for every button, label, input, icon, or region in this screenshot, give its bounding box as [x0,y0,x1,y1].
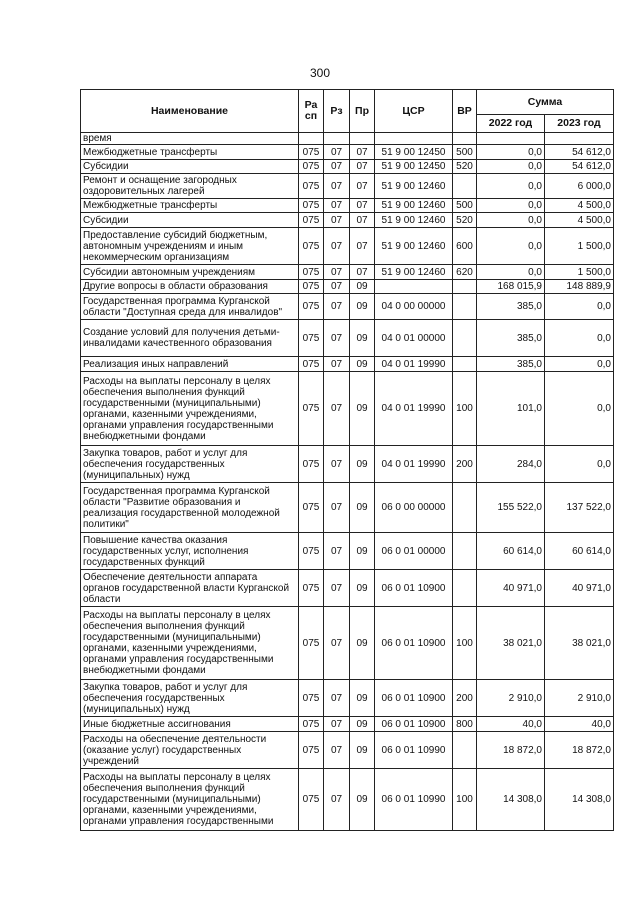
table-body [81,133,614,831]
row-vr [453,533,477,570]
header-name: Наименование [81,90,299,133]
row-sum-2022: 60 614,0 [477,533,545,570]
header-rz: Рз [324,90,350,133]
table-row [81,133,614,145]
row-vr [453,483,477,533]
row-rz: 07 [324,228,350,265]
row-pr: 09 [350,607,375,680]
row-rasp: 075 [299,280,324,294]
row-name: время [81,133,299,145]
row-rasp: 075 [299,732,324,769]
row-sum-2022: 385,0 [477,357,545,372]
table-row [81,732,614,769]
row-rasp: 075 [299,160,324,174]
row-name: Ремонт и оснащение загородных оздоровительных лагерей [81,174,299,199]
row-rz: 07 [324,199,350,213]
row-rz: 07 [324,174,350,199]
row-sum-2023: 1 500,0 [545,228,614,265]
row-name: Иные бюджетные ассигнования [81,717,299,732]
row-sum-2023: 54 612,0 [545,145,614,160]
header-vr: ВР [453,90,477,133]
row-csr: 06 0 01 10990 [375,769,453,831]
row-pr: 09 [350,533,375,570]
row-vr [453,732,477,769]
row-name: Государственная программа Курганской области "Доступная среда для инвалидов" [81,294,299,320]
row-pr: 09 [350,294,375,320]
row-sum-2023: 6 000,0 [545,174,614,199]
row-sum-2022: 0,0 [477,213,545,228]
table-row [81,446,614,483]
row-pr: 09 [350,357,375,372]
row-csr: 51 9 00 12450 [375,160,453,174]
row-sum-2022: 0,0 [477,160,545,174]
row-sum-2022: 40 971,0 [477,570,545,607]
row-sum-2022: 168 015,9 [477,280,545,294]
row-rz: 07 [324,357,350,372]
header-pr: Пр [350,90,375,133]
row-rasp: 075 [299,213,324,228]
row-vr: 200 [453,680,477,717]
row-csr: 04 0 00 00000 [375,294,453,320]
row-pr: 07 [350,228,375,265]
row-rz: 07 [324,769,350,831]
row-sum-2022: 14 308,0 [477,769,545,831]
row-rasp: 075 [299,199,324,213]
row-name: Закупка товаров, работ и услуг для обеспечения государственных (муниципальных) нужд [81,446,299,483]
row-sum-2022: 18 872,0 [477,732,545,769]
row-csr: 06 0 01 10900 [375,717,453,732]
row-pr: 09 [350,372,375,446]
table-row [81,145,614,160]
table-row [81,717,614,732]
row-rasp: 075 [299,357,324,372]
row-rasp: 075 [299,145,324,160]
row-rasp: 075 [299,570,324,607]
row-rz: 07 [324,213,350,228]
row-rasp: 075 [299,372,324,446]
row-vr [453,133,477,145]
row-rz: 07 [324,372,350,446]
row-csr: 04 0 01 19990 [375,372,453,446]
table-row [81,769,614,831]
row-vr: 100 [453,769,477,831]
header-sum: Сумма [477,90,614,115]
row-rz [324,133,350,145]
table-row [81,357,614,372]
row-pr: 09 [350,446,375,483]
row-sum-2022: 385,0 [477,294,545,320]
row-name: Субсидии автономным учреждениям [81,265,299,280]
header-year-2023: 2023 год [545,115,614,133]
row-vr: 500 [453,199,477,213]
row-rz: 07 [324,570,350,607]
row-rasp [299,133,324,145]
row-csr: 51 9 00 12460 [375,265,453,280]
row-csr: 06 0 01 10900 [375,570,453,607]
row-name: Межбюджетные трансферты [81,145,299,160]
row-sum-2022: 2 910,0 [477,680,545,717]
row-csr: 04 0 01 00000 [375,320,453,357]
row-pr: 07 [350,213,375,228]
row-csr: 04 0 01 19990 [375,446,453,483]
row-pr: 07 [350,265,375,280]
row-csr [375,280,453,294]
row-sum-2023: 40 971,0 [545,570,614,607]
table-row [81,228,614,265]
row-sum-2022: 0,0 [477,174,545,199]
row-vr: 600 [453,228,477,265]
row-rz: 07 [324,483,350,533]
row-name: Расходы на выплаты персоналу в целях обеспечения выполнения функций государственными (муниципальными) органами, казенными учреждениями, органами управления государственными внебюджетными фондами [81,372,299,446]
row-csr: 51 9 00 12460 [375,228,453,265]
row-rasp: 075 [299,769,324,831]
row-sum-2022: 38 021,0 [477,607,545,680]
row-csr: 51 9 00 12460 [375,199,453,213]
row-sum-2023: 0,0 [545,294,614,320]
row-name: Расходы на выплаты персоналу в целях обеспечения выполнения функций государственными (муниципальными) органами, казенными учреждениями, органами управления государственными [81,769,299,831]
row-rasp: 075 [299,446,324,483]
row-sum-2023: 38 021,0 [545,607,614,680]
row-name: Повышение качества оказания государственных услуг, исполнения государственных функций [81,533,299,570]
row-csr: 51 9 00 12450 [375,145,453,160]
row-pr: 09 [350,320,375,357]
row-sum-2023: 1 500,0 [545,265,614,280]
row-sum-2023: 0,0 [545,357,614,372]
row-name: Межбюджетные трансферты [81,199,299,213]
row-pr: 07 [350,160,375,174]
row-vr: 200 [453,446,477,483]
row-csr: 04 0 01 19990 [375,357,453,372]
row-vr [453,280,477,294]
header-year-2022: 2022 год [477,115,545,133]
table-row [81,265,614,280]
row-name: Предоставление субсидий бюджетным, автономным учреждениям и иным некоммерческим организациям [81,228,299,265]
row-name: Субсидии [81,213,299,228]
table-row [81,372,614,446]
row-sum-2023: 0,0 [545,320,614,357]
row-vr: 100 [453,372,477,446]
row-name: Создание условий для получения детьми-инвалидами качественного образования [81,320,299,357]
row-rasp: 075 [299,228,324,265]
row-pr: 09 [350,769,375,831]
row-pr: 09 [350,680,375,717]
row-rz: 07 [324,145,350,160]
row-rasp: 075 [299,483,324,533]
row-csr: 06 0 01 10990 [375,732,453,769]
row-rasp: 075 [299,607,324,680]
row-pr: 07 [350,199,375,213]
row-sum-2023: 0,0 [545,372,614,446]
row-csr: 06 0 00 00000 [375,483,453,533]
row-csr: 51 9 00 12460 [375,213,453,228]
row-rz: 07 [324,680,350,717]
row-rz: 07 [324,717,350,732]
row-sum-2023: 2 910,0 [545,680,614,717]
row-vr: 620 [453,265,477,280]
header-csr: ЦСР [375,90,453,133]
row-csr [375,133,453,145]
table-row [81,213,614,228]
row-name: Субсидии [81,160,299,174]
row-rasp: 075 [299,174,324,199]
row-name: Расходы на обеспечение деятельности (оказание услуг) государственных учреждений [81,732,299,769]
row-pr: 07 [350,145,375,160]
row-sum-2023: 40,0 [545,717,614,732]
row-rasp: 075 [299,320,324,357]
row-sum-2023: 14 308,0 [545,769,614,831]
row-rz: 07 [324,607,350,680]
row-rz: 07 [324,265,350,280]
row-csr: 51 9 00 12460 [375,174,453,199]
row-sum-2023: 4 500,0 [545,199,614,213]
table-row [81,607,614,680]
row-sum-2022: 40,0 [477,717,545,732]
table-row [81,174,614,199]
row-pr: 09 [350,717,375,732]
row-vr [453,174,477,199]
row-rz: 07 [324,732,350,769]
header-rasp: Ра сп [299,90,324,133]
table-row [81,680,614,717]
row-pr: 09 [350,280,375,294]
row-sum-2022: 284,0 [477,446,545,483]
table-row [81,533,614,570]
row-rz: 07 [324,160,350,174]
row-vr: 100 [453,607,477,680]
row-rz: 07 [324,294,350,320]
table-row [81,570,614,607]
row-sum-2022 [477,133,545,145]
budget-table [80,89,614,831]
row-pr [350,133,375,145]
row-rz: 07 [324,446,350,483]
row-name: Государственная программа Курганской области "Развитие образования и реализация государственной молодежной политики" [81,483,299,533]
row-sum-2023 [545,133,614,145]
row-sum-2023: 148 889,9 [545,280,614,294]
row-pr: 09 [350,570,375,607]
row-pr: 09 [350,483,375,533]
row-vr [453,294,477,320]
table-row [81,199,614,213]
row-pr: 09 [350,732,375,769]
row-vr: 500 [453,145,477,160]
page-number: 300 [309,66,331,80]
row-csr: 06 0 01 10900 [375,680,453,717]
row-csr: 06 0 01 10900 [375,607,453,680]
row-rz: 07 [324,320,350,357]
row-rasp: 075 [299,717,324,732]
row-rz: 07 [324,533,350,570]
row-name: Реализация иных направлений [81,357,299,372]
row-rasp: 075 [299,680,324,717]
row-sum-2022: 0,0 [477,199,545,213]
row-rasp: 075 [299,294,324,320]
row-sum-2022: 385,0 [477,320,545,357]
table-row [81,483,614,533]
row-sum-2022: 0,0 [477,145,545,160]
row-vr [453,357,477,372]
row-vr [453,320,477,357]
row-name: Закупка товаров, работ и услуг для обеспечения государственных (муниципальных) нужд [81,680,299,717]
row-csr: 06 0 01 00000 [375,533,453,570]
row-rasp: 075 [299,265,324,280]
row-sum-2023: 54 612,0 [545,160,614,174]
row-sum-2022: 0,0 [477,265,545,280]
table-row [81,280,614,294]
row-pr: 07 [350,174,375,199]
row-sum-2023: 0,0 [545,446,614,483]
row-vr: 520 [453,213,477,228]
row-name: Обеспечение деятельности аппарата органов государственной власти Курганской области [81,570,299,607]
table-row [81,160,614,174]
row-sum-2023: 18 872,0 [545,732,614,769]
row-sum-2023: 137 522,0 [545,483,614,533]
row-sum-2022: 0,0 [477,228,545,265]
table-row [81,294,614,320]
row-vr: 520 [453,160,477,174]
row-sum-2023: 4 500,0 [545,213,614,228]
row-rz: 07 [324,280,350,294]
row-sum-2023: 60 614,0 [545,533,614,570]
row-rasp: 075 [299,533,324,570]
row-name: Другие вопросы в области образования [81,280,299,294]
row-vr [453,570,477,607]
row-sum-2022: 101,0 [477,372,545,446]
row-sum-2022: 155 522,0 [477,483,545,533]
row-name: Расходы на выплаты персоналу в целях обеспечения выполнения функций государственными (муниципальными) органами, казенными учреждениями, органами управления государственными внебюджетными фондами [81,607,299,680]
table-row [81,320,614,357]
row-vr: 800 [453,717,477,732]
